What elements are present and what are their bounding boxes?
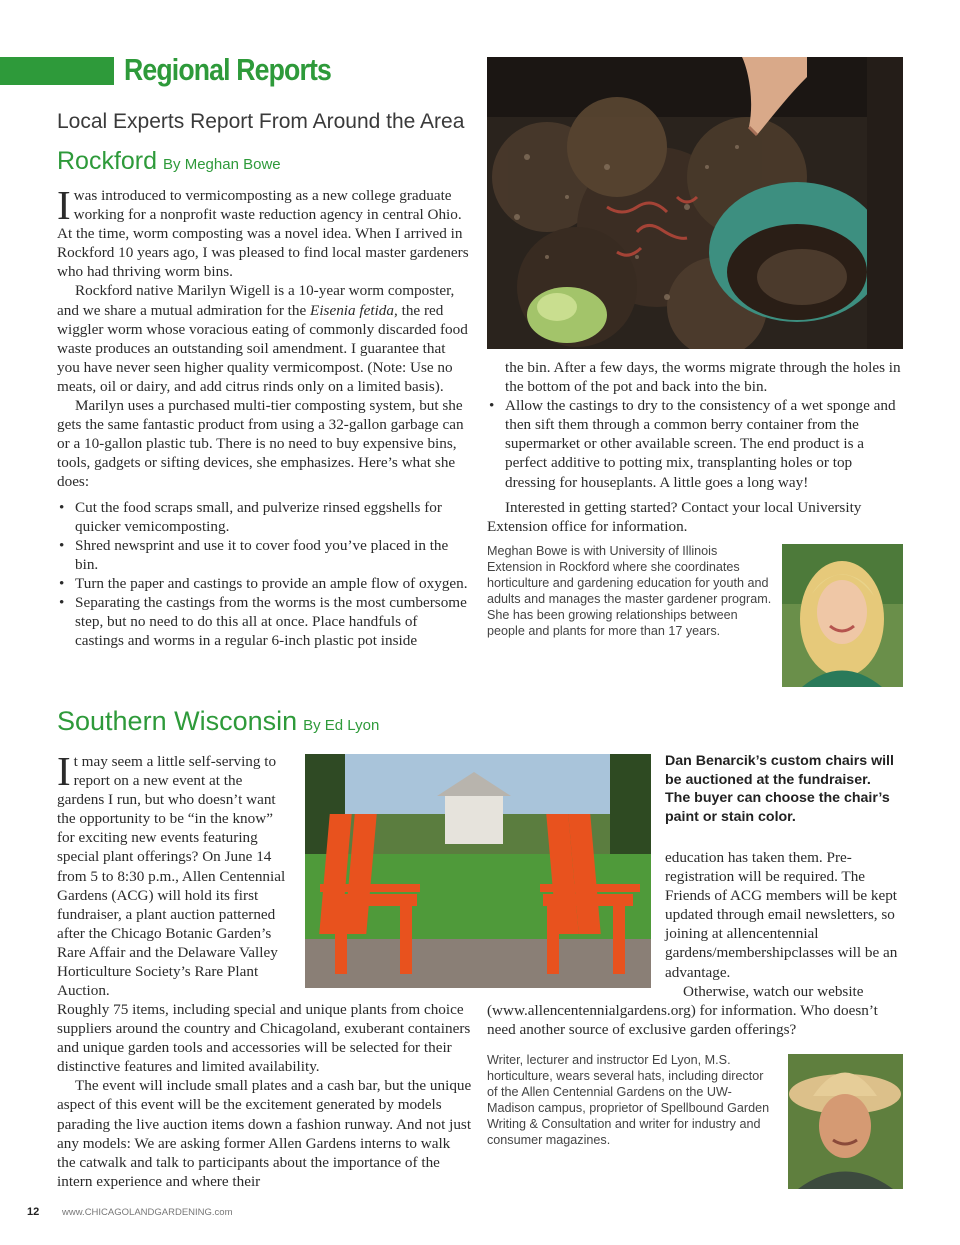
photo-caption: Dan Benarcik’s custom chairs will be auctioned at the fundraiser. The buyer can choose the chair’s paint or stain color. xyxy=(665,753,894,825)
rockford-heading xyxy=(57,147,281,176)
bullet-list xyxy=(57,498,470,651)
wisconsin-article-closing xyxy=(487,982,905,1039)
bullet-list xyxy=(487,396,905,491)
article-paragraph: Marilyn uses a purchased multi-tier composting system, but she gets the same fantastic product from using a 32-gallon garbage can or a 10-gallon plastic tub. There is no need to buy expensive bins, tools, gadgets or sifting devices, she emphasizes. Here’s what she does: xyxy=(57,397,464,491)
article-paragraph: Roughly 75 items, including special and unique plants from choice suppliers around the country and Chicagoland, exuberant containers and unique garden tools and accessories will be selected for their distinctive features and limited availability. xyxy=(57,1001,471,1076)
page-number: 12 xyxy=(27,1206,40,1218)
worm-bin-photo xyxy=(487,57,903,349)
section-color-bar xyxy=(0,57,114,85)
author-bio: Writer, lecturer and instructor Ed Lyon, M.S. horticulture, wears several hats, including director of the Allen Centennial Gardens on the UW-Madison campus, proprietor of Spellbound Garden Writing & Consultation and writer for industry and consumer magazines. xyxy=(487,1053,770,1147)
list-item: • Allow the castings to dry to the consistency of a wet sponge and then sift them through a common berry container from the supermarket or other available screen. The end product is a perfect additive to potting mix, transplanting holes or top dressing for houseplants. A little goes a long way! xyxy=(487,396,905,491)
rockford-article-col2 xyxy=(487,358,905,536)
author-portrait xyxy=(782,544,903,687)
drop-cap: I xyxy=(57,748,71,794)
section-title: Regional Reports xyxy=(124,52,331,87)
article-paragraph: Iwas introduced to vermicomposting as a new college graduate working for a nonprofit waste reduction agency in central Ohio. At the time, worm composting was a novel idea. When I arrived in Rockford 10 years ago, I was pleased to find local master gardeners who had thriving worm bins. xyxy=(57,182,469,281)
list-item: • Cut the food scraps small, and pulverize rinsed eggshells for quicker vemicomposting. xyxy=(57,498,470,536)
article-paragraph: It may seem a little self-serving to report on a new event at the gardens I run, but who doesn’t want the opportunity to be “in the know” for exciting new events featuring special plant offerings? On June 14 from 5 to 8:30 p.m., Allen Centennial Gardens (ACG) will hold its first fundraiser, a plant auction patterned after the Chicago Botanic Garden’s Rare Affair and the Delaware Valley Horticulture Society’s Rare Plant Auction. xyxy=(57,748,286,1000)
article-paragraph: education has taken them. Pre-registration will be required. The Friends of ACG members will be kept updated through email newsletters, so joining at allencentennial gardens/membershipclasses will be an advantage. xyxy=(665,849,898,981)
byline: By Ed Lyon xyxy=(303,717,380,734)
list-item: • Turn the paper and castings to provide an ample flow of oxygen. xyxy=(57,574,470,593)
article-paragraph: Otherwise, watch our website (www.allencentennialgardens.org) for information. Who doesn’t need another source of exclusive garden offerings? xyxy=(487,983,878,1039)
list-item-continued: the bin. After a few days, the worms migrate through the holes in the bottom of the pot and back into the bin. xyxy=(505,359,901,396)
list-item: • Separating the castings from the worms is the most cumbersome step, but no need to do this all at once. Place handfuls of castings and worms in a regular 6-inch plastic pot inside xyxy=(57,593,470,650)
article-paragraph: Interested in getting started? Contact your local University Extension office for information. xyxy=(487,498,862,535)
rockford-article-col1 xyxy=(57,182,470,650)
wisconsin-article-col-right xyxy=(665,848,905,982)
article-paragraph: Rockford native Marilyn Wigell is a 10-year worm composter, and we share a mutual admiration for the Eisenia fetida, the red wiggler worm whose voracious eating of commonly discarded food waste produces an outstanding soil amendment. I guarantee that you have never seen higher quality vermicompost. (Note: Use no meats, oil or dairy, and add citrus rinds only on a limited basis). xyxy=(57,282,468,395)
adirondack-chairs-photo xyxy=(305,754,651,988)
list-item: • Shred newsprint and use it to cover food you’ve placed in the bin. xyxy=(57,536,470,574)
author-portrait xyxy=(788,1054,903,1189)
wisconsin-article-narrow xyxy=(57,748,286,1000)
wisconsin-heading xyxy=(57,706,379,737)
drop-cap: I xyxy=(57,182,71,228)
footer-url: www.CHICAGOLANDGARDENING.com xyxy=(62,1207,233,1218)
region-name: Rockford xyxy=(57,147,158,175)
species-name: Eisenia fetida xyxy=(310,301,394,319)
page-subtitle: Local Experts Report From Around the Area xyxy=(57,110,465,133)
article-paragraph: The event will include small plates and a cash bar, but the unique aspect of this event will be the excitement generated by models parading the live auction items down a fashion runway. And not just any models: We are asking former Allen Gardens interns to walk the catwalk and talk to participants about the importance of the intern experience and where their xyxy=(57,1077,472,1190)
wisconsin-article-wide xyxy=(57,1000,472,1191)
region-name: Southern Wisconsin xyxy=(57,706,298,736)
byline: By Meghan Bowe xyxy=(163,156,281,173)
author-bio: Meghan Bowe is with University of Illinois Extension in Rockford where she coordinates horticulture and gardening education for youth and adults and manages the master gardener program. She has been growing relationships between people and plants for more than 17 years. xyxy=(487,544,772,638)
